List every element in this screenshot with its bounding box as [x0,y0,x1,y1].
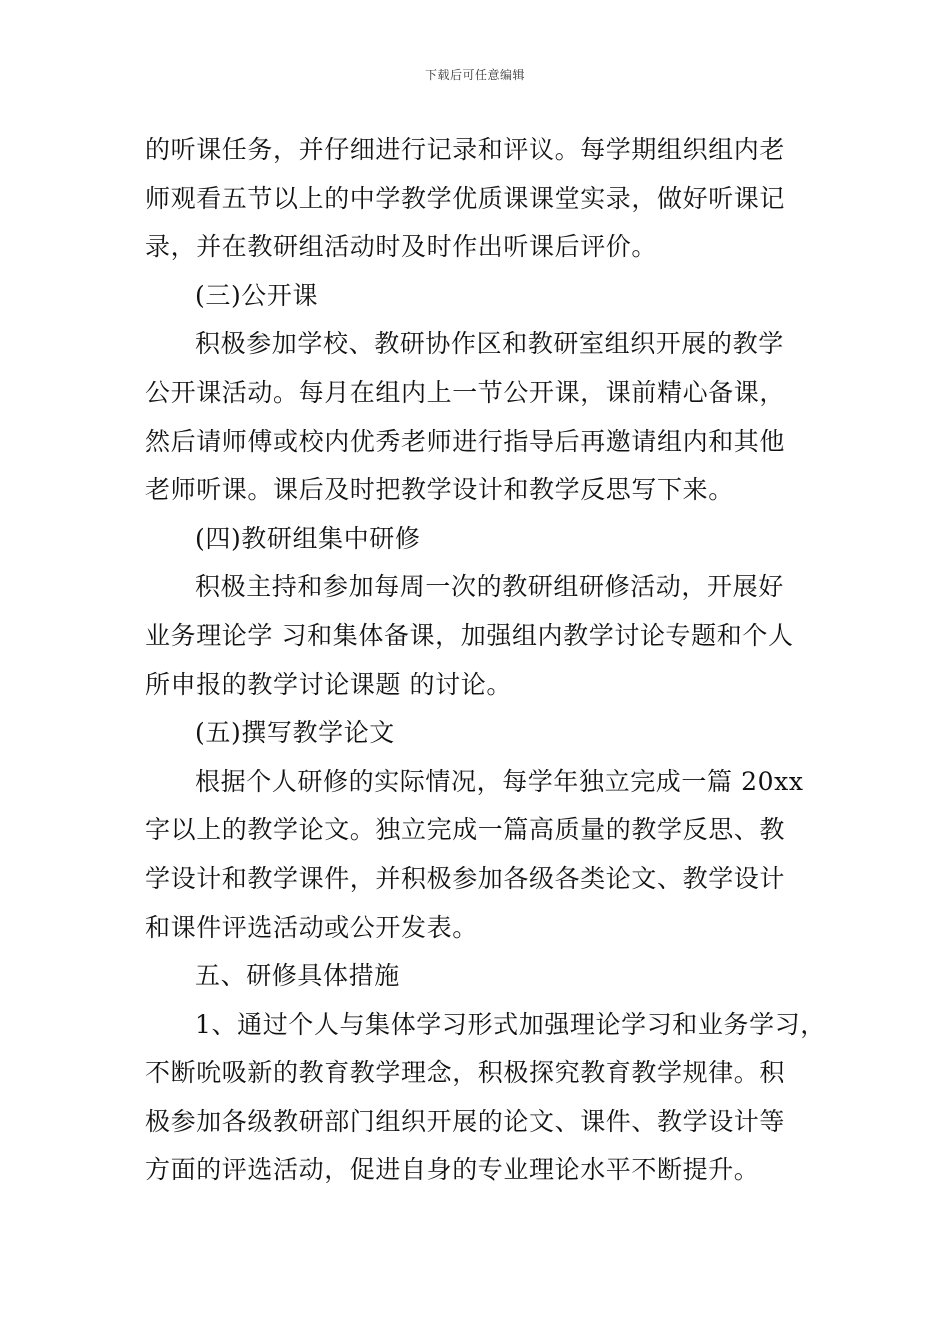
text-line: 的听课任务，并仔细进行记录和评议。每学期组织组内老 [145,135,786,164]
section-heading: (三)公开课 [195,280,319,310]
text-line: 1、通过个人与集体学习形式加强理论学习和业务学习， [195,1009,826,1039]
text-line: 字以上的教学论文。独立完成一篇高质量的教学反思、教 [145,815,786,845]
text-line: 不断吮吸新的教育教学理念，积极探究教育教学规律。积 [145,1058,786,1088]
text-line: 根据个人研修的实际情况，每学年独立完成一篇 20xx [195,766,804,796]
text-line: 然后请师傅或校内优秀老师进行指导后再邀请组内和其他 [145,426,786,456]
text-line: 所申报的教学讨论课题 的讨论。 [145,669,512,699]
text-line: 学设计和教学课件，并积极参加各级各类论文、教学设计 [145,863,786,893]
text-line: 老师听课。课后及时把教学设计和教学反思写下来。 [145,475,734,505]
text-line: 积极主持和参加每周一次的教研组研修活动，开展好 [195,572,784,602]
text-line: 积极参加学校、教研协作区和教研室组织开展的教学 [195,329,784,359]
text-line: 业务理论学 习和集体备课，加强组内教学讨论专题和个人 [145,620,794,650]
page-header: 下载后可任意编辑 [424,68,525,82]
text-line: 极参加各级教研部门组织开展的论文、课件、教学设计等 [145,1106,786,1136]
text-line: 方面的评选活动，促进自身的专业理论水平不断提升。 [145,1155,760,1185]
text-line: 和课件评选活动或公开发表。 [145,912,478,942]
section-heading: (五)撰写教学论文 [195,718,395,748]
document-body [145,126,826,1195]
section-heading: (四)教研组集中研修 [195,523,421,553]
section-heading: 五、研修具体措施 [195,961,400,991]
text-line: 师观看五节以上的中学教学优质课课堂实录，做好听课记 [145,183,786,213]
text-line: 公开课活动。每月在组内上一节公开课，课前精心备课， [145,377,786,407]
text-line: 录，并在教研组活动时及时作出听课后评价。 [145,232,658,262]
